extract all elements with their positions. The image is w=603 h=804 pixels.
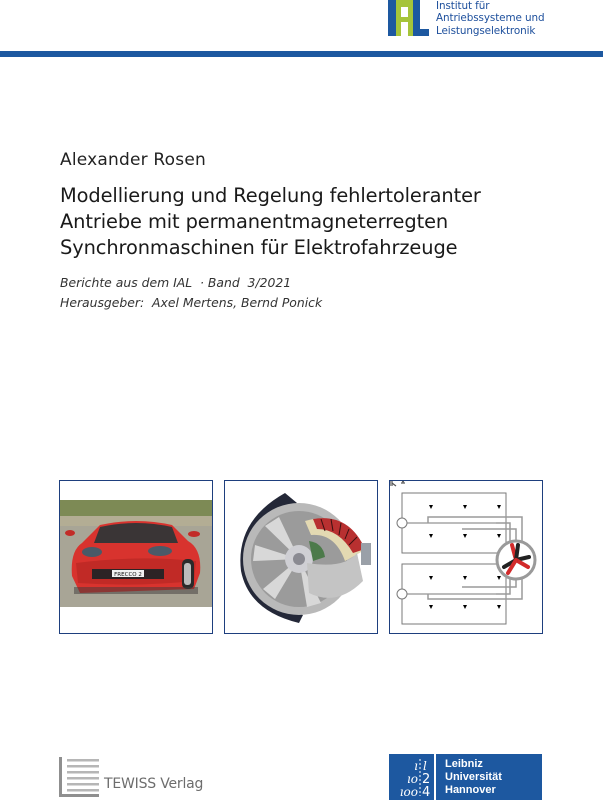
- circuit-image-frame: [389, 480, 543, 634]
- luh-logo-icon: [389, 754, 434, 800]
- svg-text:ıo: ıo: [406, 772, 418, 786]
- dual-inverter-circuit-diagram: [390, 481, 542, 633]
- title-line: Modellierung und Regelung fehlertoleranter: [60, 184, 481, 207]
- svg-text:FRECCO 2: FRECCO 2: [114, 572, 142, 578]
- car-image-frame: [59, 480, 213, 634]
- author-name: Alexander Rosen: [60, 150, 206, 170]
- svg-text:2: 2: [422, 772, 431, 787]
- svg-text:ıoo: ıoo: [399, 785, 418, 799]
- header-divider-bar: [0, 51, 603, 57]
- series-info: [60, 273, 322, 312]
- red-car-photo: [60, 481, 212, 633]
- university-line: Hannover: [445, 784, 496, 796]
- book-title: [60, 183, 481, 261]
- university-line: Leibniz: [445, 758, 483, 770]
- svg-text:4: 4: [422, 785, 431, 800]
- series-line: Berichte aus dem IAL · Band 3/2021: [60, 275, 292, 290]
- institute-line: Antriebssysteme und: [436, 12, 545, 25]
- university-name: [445, 758, 502, 797]
- ial-logo-icon: [388, 0, 429, 36]
- title-line: Synchronmaschinen für Elektrofahrzeuge: [60, 236, 458, 259]
- title-line: Antriebe mit permanentmagneterregten: [60, 210, 449, 233]
- university-logo: [436, 754, 542, 800]
- wheel-hub-motor-image: [225, 481, 377, 633]
- editors-line: Herausgeber: Axel Mertens, Bernd Ponick: [60, 294, 323, 310]
- svg-text:l: l: [423, 759, 427, 773]
- institute-name: [436, 0, 544, 37]
- institute-line: Institut für: [436, 0, 490, 12]
- university-line: Universität: [445, 771, 502, 783]
- motor-image-frame: [224, 480, 378, 634]
- tewiss-logo-icon: [59, 757, 99, 797]
- svg-text:ı: ı: [414, 759, 418, 773]
- publisher-name: TEWISS Verlag: [104, 776, 204, 792]
- institute-line: Leistungselektronik: [436, 24, 536, 37]
